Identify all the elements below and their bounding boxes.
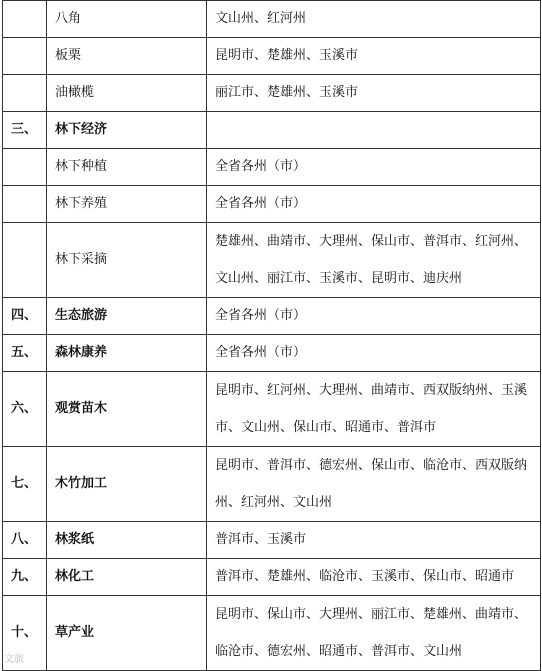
region-list: 全省各州（市） xyxy=(207,298,541,335)
category-name: 林下经济 xyxy=(47,112,207,149)
table-row xyxy=(3,522,541,559)
region-list: 普洱市、楚雄州、临沧市、玉溪市、保山市、昭通市 xyxy=(207,559,541,596)
region-list: 丽江市、楚雄州、玉溪市 xyxy=(207,75,541,112)
region-list: 普洱市、玉溪市 xyxy=(207,522,541,559)
table-row xyxy=(3,559,541,596)
row-number xyxy=(3,186,47,223)
region-list: 文山州、红河州 xyxy=(207,1,541,38)
table-row xyxy=(3,223,541,298)
row-number: 三、 xyxy=(3,112,47,149)
region-list: 全省各州（市） xyxy=(207,335,541,372)
category-name: 林下种植 xyxy=(47,149,207,186)
table-row xyxy=(3,112,541,149)
row-number: 七、 xyxy=(3,447,47,522)
category-name: 森林康养 xyxy=(47,335,207,372)
region-list: 楚雄州、曲靖市、大理州、保山市、普洱市、红河州、文山州、丽江市、玉溪市、昆明市、迪庆州 xyxy=(207,223,541,298)
row-number: 五、 xyxy=(3,335,47,372)
region-list: 昆明市、普洱市、德宏州、保山市、临沧市、西双版纳州、红河州、文山州 xyxy=(207,447,541,522)
region-list: 昆明市、楚雄州、玉溪市 xyxy=(207,38,541,75)
table-row xyxy=(3,372,541,447)
category-name: 木竹加工 xyxy=(47,447,207,522)
table-row xyxy=(3,149,541,186)
table-row xyxy=(3,75,541,112)
table-row xyxy=(3,298,541,335)
region-list: 昆明市、红河州、大理州、曲靖市、西双版纳州、玉溪市、文山州、保山市、昭通市、普洱市 xyxy=(207,372,541,447)
category-name: 林下采摘 xyxy=(47,223,207,298)
table-row xyxy=(3,1,541,38)
region-list xyxy=(207,112,541,149)
category-name: 林浆纸 xyxy=(47,522,207,559)
region-list: 昆明市、保山市、大理州、丽江市、楚雄州、曲靖市、临沧市、德宏州、昭通市、普洱市、文山州 xyxy=(207,596,541,671)
row-number xyxy=(3,75,47,112)
region-list: 全省各州（市） xyxy=(207,149,541,186)
category-name: 油橄榄 xyxy=(47,75,207,112)
row-number xyxy=(3,38,47,75)
category-name: 观赏苗木 xyxy=(47,372,207,447)
category-name: 生态旅游 xyxy=(47,298,207,335)
row-number: 九、 xyxy=(3,559,47,596)
region-list: 全省各州（市） xyxy=(207,186,541,223)
category-name: 板栗 xyxy=(47,38,207,75)
table-row xyxy=(3,38,541,75)
row-number xyxy=(3,1,47,38)
table-row xyxy=(3,186,541,223)
row-number xyxy=(3,149,47,186)
row-number: 四、 xyxy=(3,298,47,335)
category-name: 林下养殖 xyxy=(47,186,207,223)
category-name: 八角 xyxy=(47,1,207,38)
category-name: 草产业 xyxy=(47,596,207,671)
table-row xyxy=(3,596,541,671)
table-row xyxy=(3,447,541,522)
row-number xyxy=(3,223,47,298)
row-number: 十、 xyxy=(3,596,47,671)
region-table xyxy=(2,0,541,671)
table-row xyxy=(3,335,541,372)
row-number: 八、 xyxy=(3,522,47,559)
watermark: 文旅 xyxy=(4,654,24,665)
category-name: 林化工 xyxy=(47,559,207,596)
row-number: 六、 xyxy=(3,372,47,447)
